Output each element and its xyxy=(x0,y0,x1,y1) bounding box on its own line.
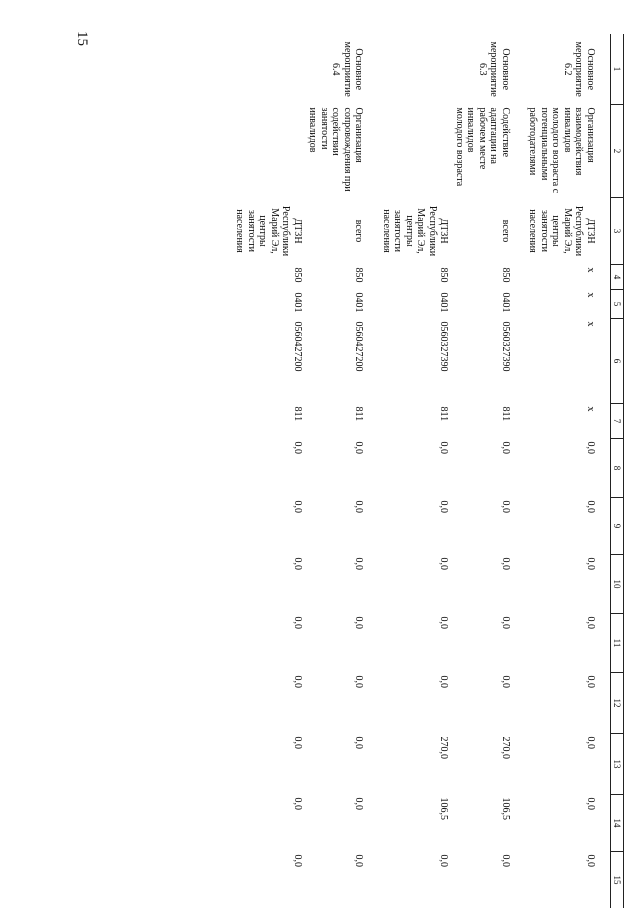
cell-rzpr: x xyxy=(525,290,611,319)
col-header-9: 9 xyxy=(610,498,623,555)
cell-csr: 0560427200 xyxy=(232,319,305,404)
cell-measure xyxy=(232,34,305,105)
table-row xyxy=(451,34,525,908)
cell-measure: Основное мероприятие 6.2 xyxy=(525,34,611,105)
col-header-1: 1 xyxy=(610,34,623,105)
cell-value: 0,0 xyxy=(305,673,379,734)
cell-vr: 811 xyxy=(232,404,305,439)
cell-grbs: x xyxy=(525,265,611,290)
cell-value: 0,0 xyxy=(305,498,379,555)
cell-executor: всего xyxy=(451,198,525,265)
cell-measure: Основное мероприятие 6.4 xyxy=(305,34,379,105)
col-header-11: 11 xyxy=(610,614,623,673)
col-header-5: 5 xyxy=(610,290,623,319)
cell-value: 0,0 xyxy=(305,614,379,673)
table-row xyxy=(305,34,379,908)
cell-grbs: 850 xyxy=(232,265,305,290)
cell-rzpr: 0401 xyxy=(305,290,379,319)
col-header-12: 12 xyxy=(610,673,623,734)
cell-value: 0,0 xyxy=(451,614,525,673)
col-header-10: 10 xyxy=(610,555,623,614)
cell-value: 0,0 xyxy=(378,852,451,908)
cell-rzpr: 0401 xyxy=(232,290,305,319)
cell-value: 0,0 xyxy=(232,673,305,734)
cell-value: 0,0 xyxy=(232,614,305,673)
col-header-14: 14 xyxy=(610,795,623,852)
cell-value: 0,0 xyxy=(525,795,611,852)
cell-value: 0,0 xyxy=(525,852,611,908)
col-header-6: 6 xyxy=(610,319,623,404)
cell-value: 0,0 xyxy=(232,498,305,555)
cell-value: 0,0 xyxy=(451,555,525,614)
cell-value: 0,0 xyxy=(305,555,379,614)
cell-rzpr: 0401 xyxy=(451,290,525,319)
cell-name: Организация сопровождения при содействии занятости инвалидов xyxy=(305,105,379,198)
cell-value: 0,0 xyxy=(451,852,525,908)
table-row xyxy=(378,34,451,908)
cell-value: 270,0 xyxy=(378,734,451,795)
cell-executor: всего xyxy=(305,198,379,265)
cell-name: Содействие адаптации на рабочем месте инвалидов молодого возраста xyxy=(451,105,525,198)
column-number-row xyxy=(610,34,623,908)
cell-value: 0,0 xyxy=(232,439,305,498)
cell-value: 0,0 xyxy=(232,852,305,908)
cell-grbs: 850 xyxy=(305,265,379,290)
cell-value: 0,0 xyxy=(232,734,305,795)
cell-value: 0,0 xyxy=(525,673,611,734)
cell-value: 0,0 xyxy=(451,439,525,498)
cell-value: 0,0 xyxy=(525,614,611,673)
cell-value: 0,0 xyxy=(525,734,611,795)
cell-name xyxy=(232,105,305,198)
cell-value: 0,0 xyxy=(305,795,379,852)
cell-vr: x xyxy=(525,404,611,439)
cell-executor: ДТЗН Республики Марий Эл, центры занятости населения xyxy=(525,198,611,265)
cell-grbs: 850 xyxy=(451,265,525,290)
col-header-13: 13 xyxy=(610,734,623,795)
cell-value: 0,0 xyxy=(451,498,525,555)
table-row xyxy=(232,34,305,908)
cell-value: 0,0 xyxy=(525,498,611,555)
cell-csr: x xyxy=(525,319,611,404)
page-number: 15 xyxy=(73,31,90,46)
cell-vr: 811 xyxy=(451,404,525,439)
cell-value: 106,5 xyxy=(451,795,525,852)
cell-value: 0,0 xyxy=(232,795,305,852)
cell-vr: 811 xyxy=(378,404,451,439)
budget-table xyxy=(232,34,624,908)
cell-grbs: 850 xyxy=(378,265,451,290)
cell-value: 0,0 xyxy=(305,439,379,498)
cell-value: 0,0 xyxy=(305,734,379,795)
cell-name xyxy=(378,105,451,198)
cell-executor: ДТЗН Республики Марий Эл, центры занятости населения xyxy=(232,198,305,265)
cell-value: 0,0 xyxy=(378,498,451,555)
cell-value: 0,0 xyxy=(378,439,451,498)
cell-value: 0,0 xyxy=(378,555,451,614)
cell-value: 0,0 xyxy=(525,439,611,498)
cell-value: 270,0 xyxy=(451,734,525,795)
cell-measure: Основное мероприятие 6.3 xyxy=(451,34,525,105)
cell-value: 106,5 xyxy=(378,795,451,852)
cell-csr: 0560427200 xyxy=(305,319,379,404)
cell-value: 0,0 xyxy=(378,673,451,734)
cell-value: 0,0 xyxy=(305,852,379,908)
cell-value: 0,0 xyxy=(378,614,451,673)
cell-name: Организация взаимодействия инвалидов молодого возраста с потенциальными работодателями xyxy=(525,105,611,198)
col-header-7: 7 xyxy=(610,404,623,439)
cell-value: 0,0 xyxy=(232,555,305,614)
col-header-8: 8 xyxy=(610,439,623,498)
cell-value: 0,0 xyxy=(525,555,611,614)
cell-csr: 0560327390 xyxy=(378,319,451,404)
table-row xyxy=(525,34,611,908)
cell-value: 0,0 xyxy=(451,673,525,734)
cell-csr: 0560327390 xyxy=(451,319,525,404)
col-header-4: 4 xyxy=(610,265,623,290)
cell-vr: 811 xyxy=(305,404,379,439)
col-header-15: 15 xyxy=(610,852,623,908)
cell-executor: ДТЗН Республики Марий Эл, центры занятости населения xyxy=(378,198,451,265)
cell-measure xyxy=(378,34,451,105)
rotated-table-container xyxy=(104,34,624,866)
cell-rzpr: 0401 xyxy=(378,290,451,319)
col-header-2: 2 xyxy=(610,105,623,198)
col-header-3: 3 xyxy=(610,198,623,265)
